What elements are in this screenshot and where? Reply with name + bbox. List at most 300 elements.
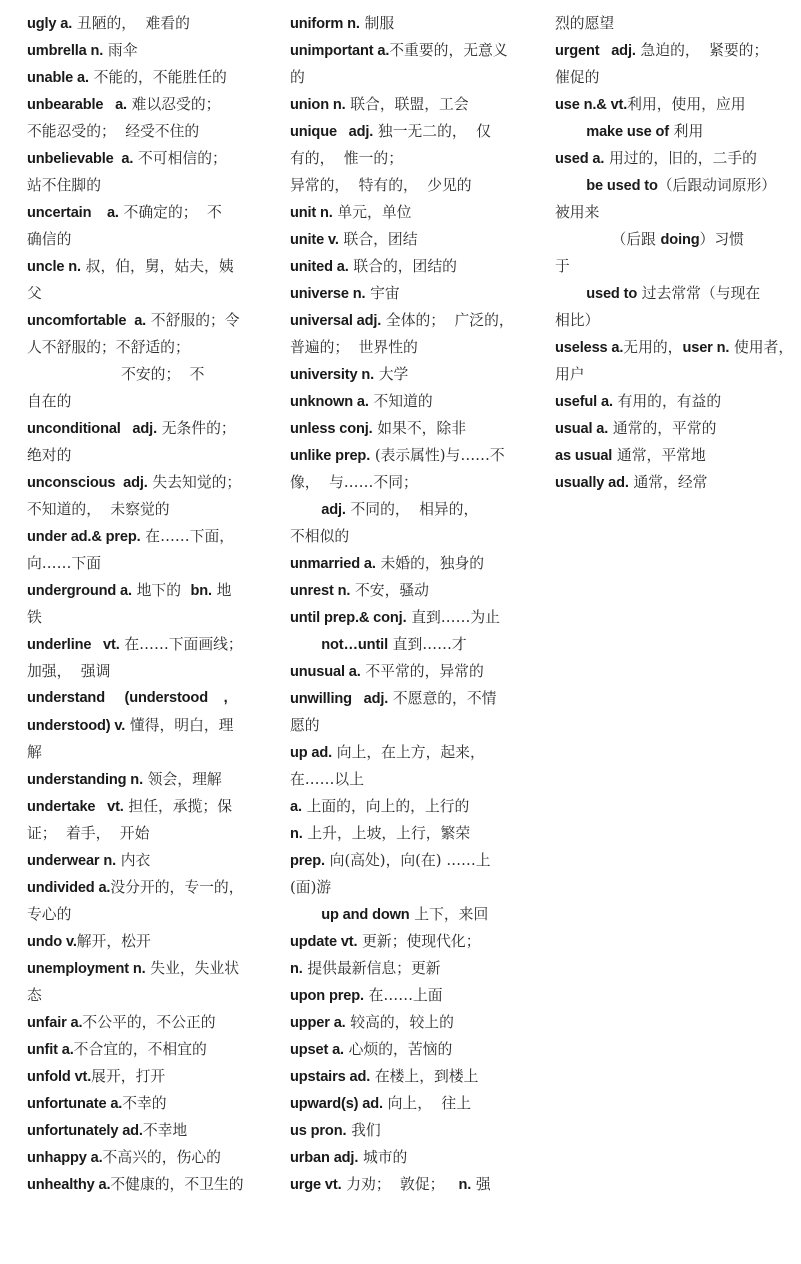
english-text: urgent <box>555 43 600 59</box>
english-text: adj. <box>290 502 346 518</box>
vocabulary-line <box>27 253 277 280</box>
chinese-gloss: 丑陋的， 难看的 <box>72 15 190 32</box>
english-text: unite v. <box>290 232 339 248</box>
vocabulary-line <box>555 91 801 118</box>
chinese-gloss: 不确定的； 不 <box>118 204 222 221</box>
vocabulary-line <box>290 928 542 955</box>
chinese-gloss: 态 <box>27 987 42 1004</box>
english-text: make use of <box>555 124 669 140</box>
chinese-gloss: 通常，经常 <box>628 474 708 491</box>
chinese-gloss: 直到……才 <box>387 636 467 653</box>
vocabulary-line <box>290 739 542 766</box>
chinese-gloss: 急迫的， 紧要的； <box>635 42 769 59</box>
english-text: universe n. <box>290 286 366 302</box>
vocabulary-line <box>555 172 801 199</box>
vocabulary-line <box>290 631 542 658</box>
english-text: adj. <box>115 475 148 491</box>
vocabulary-line <box>27 739 277 766</box>
english-text: n. <box>458 1177 472 1193</box>
vocabulary-line <box>290 523 542 550</box>
chinese-gloss: 上下，来回 <box>409 906 489 923</box>
vocabulary-line <box>27 712 277 739</box>
english-text: urban adj. <box>290 1150 359 1166</box>
vocabulary-line <box>27 955 277 982</box>
chinese-gloss: 无条件的； <box>156 420 236 437</box>
chinese-gloss: 异常的， 特有的， 少见的 <box>290 177 472 194</box>
vocabulary-line <box>290 1009 542 1036</box>
english-text: user n. <box>682 340 730 356</box>
vocabulary-line <box>290 91 542 118</box>
chinese-gloss: 不安，骚动 <box>350 582 429 599</box>
english-text: undivided a. <box>27 880 111 896</box>
chinese-gloss: 失去知觉的； <box>147 474 242 491</box>
vocabulary-line <box>290 253 542 280</box>
english-text: unemployment n. <box>27 961 146 977</box>
english-text: underline <box>27 637 92 653</box>
chinese-gloss: 向上， 往上 <box>382 1095 472 1112</box>
english-text: a. <box>113 151 134 167</box>
chinese-gloss: 不能忍受的； 经受不住的 <box>27 123 200 140</box>
vocabulary-column-1 <box>27 10 277 1198</box>
english-text: until prep.& conj. <box>290 610 407 626</box>
chinese-gloss: 不健康的，不卫生的 <box>110 1176 244 1193</box>
vocabulary-line <box>290 334 542 361</box>
english-text: umbrella n. <box>27 43 104 59</box>
vocabulary-line <box>27 577 277 604</box>
vocabulary-line <box>290 793 542 820</box>
vocabulary-line <box>290 442 542 469</box>
english-text: not…until <box>290 637 388 653</box>
chinese-gloss: 不重要的，无意义 <box>389 42 508 59</box>
english-text: unfortunately ad. <box>27 1123 143 1139</box>
english-text: a. <box>126 313 147 329</box>
vocabulary-line <box>27 118 277 145</box>
chinese-gloss: 不安的； 不 <box>27 366 205 383</box>
chinese-gloss: 叔，伯，舅，姑夫，姨 <box>80 258 234 275</box>
vocabulary-line <box>290 199 542 226</box>
vocabulary-line <box>555 415 801 442</box>
english-text: union n. <box>290 97 346 113</box>
english-text: useful a. <box>555 394 613 410</box>
vocabulary-line <box>290 685 542 712</box>
english-text: a. <box>103 97 127 113</box>
vocabulary-line <box>290 361 542 388</box>
english-text: undo v. <box>27 934 77 950</box>
chinese-gloss: 不舒服的；令 <box>146 312 240 329</box>
chinese-gloss: 向(高处)，向(在) ……上 <box>324 852 491 869</box>
vocabulary-line <box>27 874 277 901</box>
english-text: used a. <box>555 151 605 167</box>
english-text: unfair a. <box>27 1015 83 1031</box>
vocabulary-line <box>555 145 801 172</box>
vocabulary-line <box>27 766 277 793</box>
vocabulary-line <box>555 64 801 91</box>
english-text: urge vt. <box>290 1177 342 1193</box>
chinese-gloss: 用户 <box>555 366 585 383</box>
chinese-gloss: 利用，使用，应用 <box>627 96 746 113</box>
vocabulary-line <box>290 550 542 577</box>
english-text: unable a. <box>27 70 89 86</box>
vocabulary-line <box>27 523 277 550</box>
chinese-gloss: 在……下面画线； <box>119 636 243 653</box>
chinese-gloss: 自在的 <box>27 393 72 410</box>
chinese-gloss: 站不住脚的 <box>27 177 101 194</box>
english-text: unlike prep. <box>290 448 371 464</box>
chinese-gloss: 上面的，向上的，上行的 <box>301 798 470 815</box>
vocabulary-line <box>290 1171 542 1198</box>
english-text: unfortunate a. <box>27 1096 123 1112</box>
chinese-gloss: 没分开的，专一的， <box>110 879 244 896</box>
english-text: unfit a. <box>27 1042 74 1058</box>
english-text: unhappy a. <box>27 1150 103 1166</box>
chinese-gloss: 较高的，较上的 <box>345 1014 454 1031</box>
english-text: prep. <box>290 853 325 869</box>
chinese-gloss: 愿的 <box>290 717 320 734</box>
chinese-gloss: 于 <box>555 258 570 275</box>
vocabulary-line <box>27 64 277 91</box>
english-text: as usual <box>555 448 613 464</box>
english-text: be used to <box>555 178 658 194</box>
chinese-gloss: 向……下面 <box>27 555 101 572</box>
english-text: upon prep. <box>290 988 364 1004</box>
chinese-gloss: 向上，在上方，起来， <box>332 744 485 761</box>
vocabulary-line <box>290 955 542 982</box>
english-text: unconscious <box>27 475 116 491</box>
english-text: unimportant a. <box>290 43 390 59</box>
english-text: update vt. <box>290 934 358 950</box>
english-text: a. <box>91 205 119 221</box>
chinese-gloss: 不愿意的，不情 <box>388 690 497 707</box>
vocabulary-line <box>290 307 542 334</box>
vocabulary-line <box>27 172 277 199</box>
english-text: vt. <box>91 637 120 653</box>
english-text: upward(s) ad. <box>290 1096 383 1112</box>
vocabulary-line <box>555 469 801 496</box>
english-text: unrest n. <box>290 583 351 599</box>
chinese-gloss: 领会，理解 <box>142 771 222 788</box>
english-text: university n. <box>290 367 375 383</box>
vocabulary-line <box>27 928 277 955</box>
english-text: uncle n. <box>27 259 81 275</box>
english-text: vt. <box>95 799 124 815</box>
english-text: usual a. <box>555 421 609 437</box>
chinese-gloss: 解 <box>27 744 42 761</box>
vocabulary-line <box>290 10 542 37</box>
vocabulary-line <box>27 820 277 847</box>
chinese-gloss: 铁 <box>27 609 42 626</box>
chinese-gloss: 父 <box>27 285 42 302</box>
chinese-gloss: 烈的愿望 <box>555 15 615 32</box>
vocabulary-line <box>27 361 277 388</box>
chinese-gloss: 不知道的 <box>368 393 433 410</box>
chinese-gloss: 在……上面 <box>363 987 443 1004</box>
chinese-gloss: 人不舒服的；不舒适的； <box>27 339 190 356</box>
english-text: upstairs ad. <box>290 1069 371 1085</box>
chinese-gloss: 用过的，旧的，二手的 <box>604 150 757 167</box>
chinese-gloss: 无用的， <box>623 339 683 356</box>
chinese-gloss: 我们 <box>346 1122 381 1139</box>
english-text: united a. <box>290 259 349 275</box>
chinese-gloss: 宇宙 <box>365 285 400 302</box>
vocabulary-line <box>290 1090 542 1117</box>
vocabulary-line <box>290 469 542 496</box>
chinese-gloss: 像， 与……不同； <box>290 474 418 491</box>
english-text: unwilling <box>290 691 352 707</box>
chinese-gloss: 不幸地 <box>142 1122 188 1139</box>
vocabulary-line <box>27 226 277 253</box>
chinese-gloss: 联合，团结 <box>338 231 418 248</box>
english-text: unusual a. <box>290 664 361 680</box>
chinese-gloss: 的 <box>290 69 305 86</box>
vocabulary-column-3 <box>555 10 801 496</box>
chinese-gloss: 更新；使现代化； <box>357 933 481 950</box>
chinese-gloss: 城市的 <box>358 1149 408 1166</box>
english-text: upset a. <box>290 1042 344 1058</box>
chinese-gloss: 在……下面， <box>140 528 235 545</box>
english-text: n. <box>290 826 303 842</box>
vocabulary-line <box>27 1090 277 1117</box>
english-text: unknown a. <box>290 394 369 410</box>
vocabulary-line <box>555 10 801 37</box>
vocabulary-line <box>290 847 542 874</box>
english-text: adj. <box>599 43 636 59</box>
english-text: understand <box>27 690 105 706</box>
english-text: unless conj. <box>290 421 373 437</box>
english-text: doing <box>660 232 700 248</box>
english-text: adj. <box>120 421 157 437</box>
vocabulary-column-2 <box>290 10 542 1198</box>
english-text: understanding n. <box>27 772 143 788</box>
english-text: universal adj. <box>290 313 382 329</box>
english-text: useless a. <box>555 340 624 356</box>
english-text: underwear n. <box>27 853 117 869</box>
chinese-gloss: 制服 <box>359 15 395 32</box>
chinese-gloss: 催促的 <box>555 69 600 86</box>
vocabulary-line <box>27 685 277 712</box>
chinese-gloss: 普遍的； 世界性的 <box>290 339 418 356</box>
vocabulary-line <box>555 361 801 388</box>
chinese-gloss: 单元，单位 <box>332 204 412 221</box>
chinese-gloss: 通常的，平常的 <box>608 420 717 437</box>
vocabulary-line <box>555 37 801 64</box>
chinese-gloss: 绝对的 <box>27 447 72 464</box>
vocabulary-line <box>27 793 277 820</box>
chinese-gloss: 有的， 惟一的； <box>290 150 403 167</box>
vocabulary-line <box>290 226 542 253</box>
chinese-gloss: 力劝； 敦促； <box>341 1176 459 1193</box>
english-text: undertake <box>27 799 96 815</box>
chinese-gloss: 不同的， 相异的， <box>345 501 479 518</box>
vocabulary-line <box>290 496 542 523</box>
vocabulary-line <box>290 1144 542 1171</box>
vocabulary-line <box>290 280 542 307</box>
vocabulary-line <box>27 847 277 874</box>
english-text: bn. <box>190 583 212 599</box>
vocabulary-line <box>555 199 801 226</box>
vocabulary-line <box>27 280 277 307</box>
chinese-gloss: （后跟 <box>555 231 661 248</box>
chinese-gloss: 被用来 <box>555 204 600 221</box>
chinese-gloss: 不公平的，不公正的 <box>82 1014 216 1031</box>
english-text: upper a. <box>290 1015 346 1031</box>
english-text: unbelievable <box>27 151 114 167</box>
vocabulary-line <box>290 901 542 928</box>
vocabulary-line <box>27 91 277 118</box>
chinese-gloss: 确信的 <box>27 231 72 248</box>
chinese-gloss: 独一无二的， 仅 <box>373 123 491 140</box>
vocabulary-line <box>290 145 542 172</box>
english-text: adj. <box>336 124 374 140</box>
english-text: adj. <box>351 691 389 707</box>
vocabulary-line <box>27 10 277 37</box>
chinese-gloss: 联合，联盟，工会 <box>345 96 469 113</box>
chinese-gloss: (面)游 <box>290 879 332 896</box>
vocabulary-line <box>555 118 801 145</box>
chinese-gloss: 失业，失业状 <box>145 960 240 977</box>
vocabulary-line <box>290 982 542 1009</box>
english-text: used to <box>555 286 638 302</box>
vocabulary-line <box>27 469 277 496</box>
english-text: under ad.& prep. <box>27 529 141 545</box>
chinese-gloss: 相比） <box>555 312 600 329</box>
vocabulary-line <box>290 712 542 739</box>
vocabulary-line <box>27 496 277 523</box>
vocabulary-line <box>290 415 542 442</box>
english-text: up ad. <box>290 745 333 761</box>
vocabulary-line <box>290 766 542 793</box>
vocabulary-line <box>290 1117 542 1144</box>
chinese-gloss: 联合的，团结的 <box>348 258 457 275</box>
vocabulary-line <box>290 64 542 91</box>
vocabulary-line <box>290 37 542 64</box>
vocabulary-line <box>27 415 277 442</box>
english-text: uncertain <box>27 205 92 221</box>
vocabulary-line <box>27 550 277 577</box>
vocabulary-line <box>290 118 542 145</box>
chinese-gloss: 不可相信的； <box>133 150 227 167</box>
vocabulary-line <box>290 1036 542 1063</box>
chinese-gloss: 有用的，有益的 <box>612 393 722 410</box>
chinese-gloss: 利用 <box>668 123 704 140</box>
vocabulary-line <box>27 1036 277 1063</box>
vocabulary-line <box>290 820 542 847</box>
chinese-gloss: 加强， 强调 <box>27 663 111 680</box>
vocabulary-line <box>27 658 277 685</box>
vocabulary-line <box>555 442 801 469</box>
chinese-gloss: 过去常常（与现在 <box>637 285 761 302</box>
vocabulary-line <box>27 901 277 928</box>
english-text: unbearable <box>27 97 104 113</box>
english-text: unit n. <box>290 205 333 221</box>
english-text: uniform n. <box>290 16 360 32</box>
chinese-gloss: 担任，承揽；保 <box>123 798 232 815</box>
english-text: uncomfortable <box>27 313 127 329</box>
english-text: up and down <box>290 907 410 923</box>
chinese-gloss: 证； 着手， 开始 <box>27 825 150 842</box>
vocabulary-line <box>27 1117 277 1144</box>
vocabulary-line <box>555 253 801 280</box>
chinese-gloss: 不平常的，异常的 <box>360 663 484 680</box>
chinese-gloss: 上升，上坡，上行，繁荣 <box>302 825 471 842</box>
english-text: use n.& vt. <box>555 97 628 113</box>
chinese-gloss: （后跟动词原形） <box>657 177 777 194</box>
english-text: unmarried a. <box>290 556 376 572</box>
vocabulary-line <box>27 199 277 226</box>
chinese-gloss: 在楼上，到楼上 <box>370 1068 479 1085</box>
chinese-gloss: 使用者， <box>729 339 794 356</box>
english-text: (understood , <box>104 690 228 706</box>
vocabulary-line <box>290 604 542 631</box>
chinese-gloss: 内衣 <box>116 852 151 869</box>
vocabulary-line <box>290 172 542 199</box>
vocabulary-line <box>27 334 277 361</box>
english-text: underground a. <box>27 583 132 599</box>
chinese-gloss: 强 <box>471 1176 491 1193</box>
vocabulary-line <box>290 874 542 901</box>
english-text: unfold vt. <box>27 1069 92 1085</box>
english-text: us pron. <box>290 1123 347 1139</box>
chinese-gloss: 不高兴的，伤心的 <box>102 1149 221 1166</box>
chinese-gloss: 不能的，不能胜任的 <box>88 69 227 86</box>
vocabulary-line <box>27 388 277 415</box>
vocabulary-line <box>27 37 277 64</box>
vocabulary-line <box>27 982 277 1009</box>
english-text: unique <box>290 124 337 140</box>
vocabulary-line <box>27 1009 277 1036</box>
chinese-gloss: 全体的； 广泛的， <box>381 312 514 329</box>
vocabulary-line <box>555 280 801 307</box>
vocabulary-line <box>27 1063 277 1090</box>
chinese-gloss: 在……以上 <box>290 771 364 788</box>
english-text: usually ad. <box>555 475 629 491</box>
english-text: understood) v. <box>27 718 126 734</box>
chinese-gloss: 专心的 <box>27 906 72 923</box>
vocabulary-line <box>290 577 542 604</box>
chinese-gloss: 通常，平常地 <box>612 447 706 464</box>
vocabulary-line <box>555 334 801 361</box>
chinese-gloss: 雨伞 <box>103 42 138 59</box>
vocabulary-line <box>290 388 542 415</box>
chinese-gloss: 大学 <box>374 366 409 383</box>
english-text: a. <box>290 799 302 815</box>
chinese-gloss: 直到……为止 <box>406 609 500 626</box>
vocabulary-line <box>27 307 277 334</box>
vocabulary-line <box>27 631 277 658</box>
chinese-gloss: 不幸的 <box>122 1095 167 1112</box>
vocabulary-line <box>27 604 277 631</box>
chinese-gloss: 解开，松开 <box>76 933 151 950</box>
vocabulary-line <box>290 658 542 685</box>
english-text: n. <box>290 961 303 977</box>
chinese-gloss: 如果不，除非 <box>372 420 467 437</box>
english-text: unconditional <box>27 421 121 437</box>
chinese-gloss: ）习惯 <box>699 231 744 248</box>
vocabulary-line <box>27 145 277 172</box>
vocabulary-line <box>555 226 801 253</box>
chinese-gloss: 心烦的，苦恼的 <box>343 1041 453 1058</box>
english-text: ugly a. <box>27 16 73 32</box>
english-text: unhealthy a. <box>27 1177 111 1193</box>
chinese-gloss: 难以忍受的； <box>126 96 221 113</box>
chinese-gloss: 不知道的， 未察觉的 <box>27 501 170 518</box>
chinese-gloss: 不合宜的，不相宜的 <box>73 1041 207 1058</box>
vocabulary-line <box>290 1063 542 1090</box>
vocabulary-line <box>27 1144 277 1171</box>
chinese-gloss: 地下的 <box>131 582 191 599</box>
chinese-gloss: 地 <box>211 582 232 599</box>
chinese-gloss: 展开，打开 <box>91 1068 166 1085</box>
chinese-gloss: (表示属性)与……不 <box>370 447 505 464</box>
